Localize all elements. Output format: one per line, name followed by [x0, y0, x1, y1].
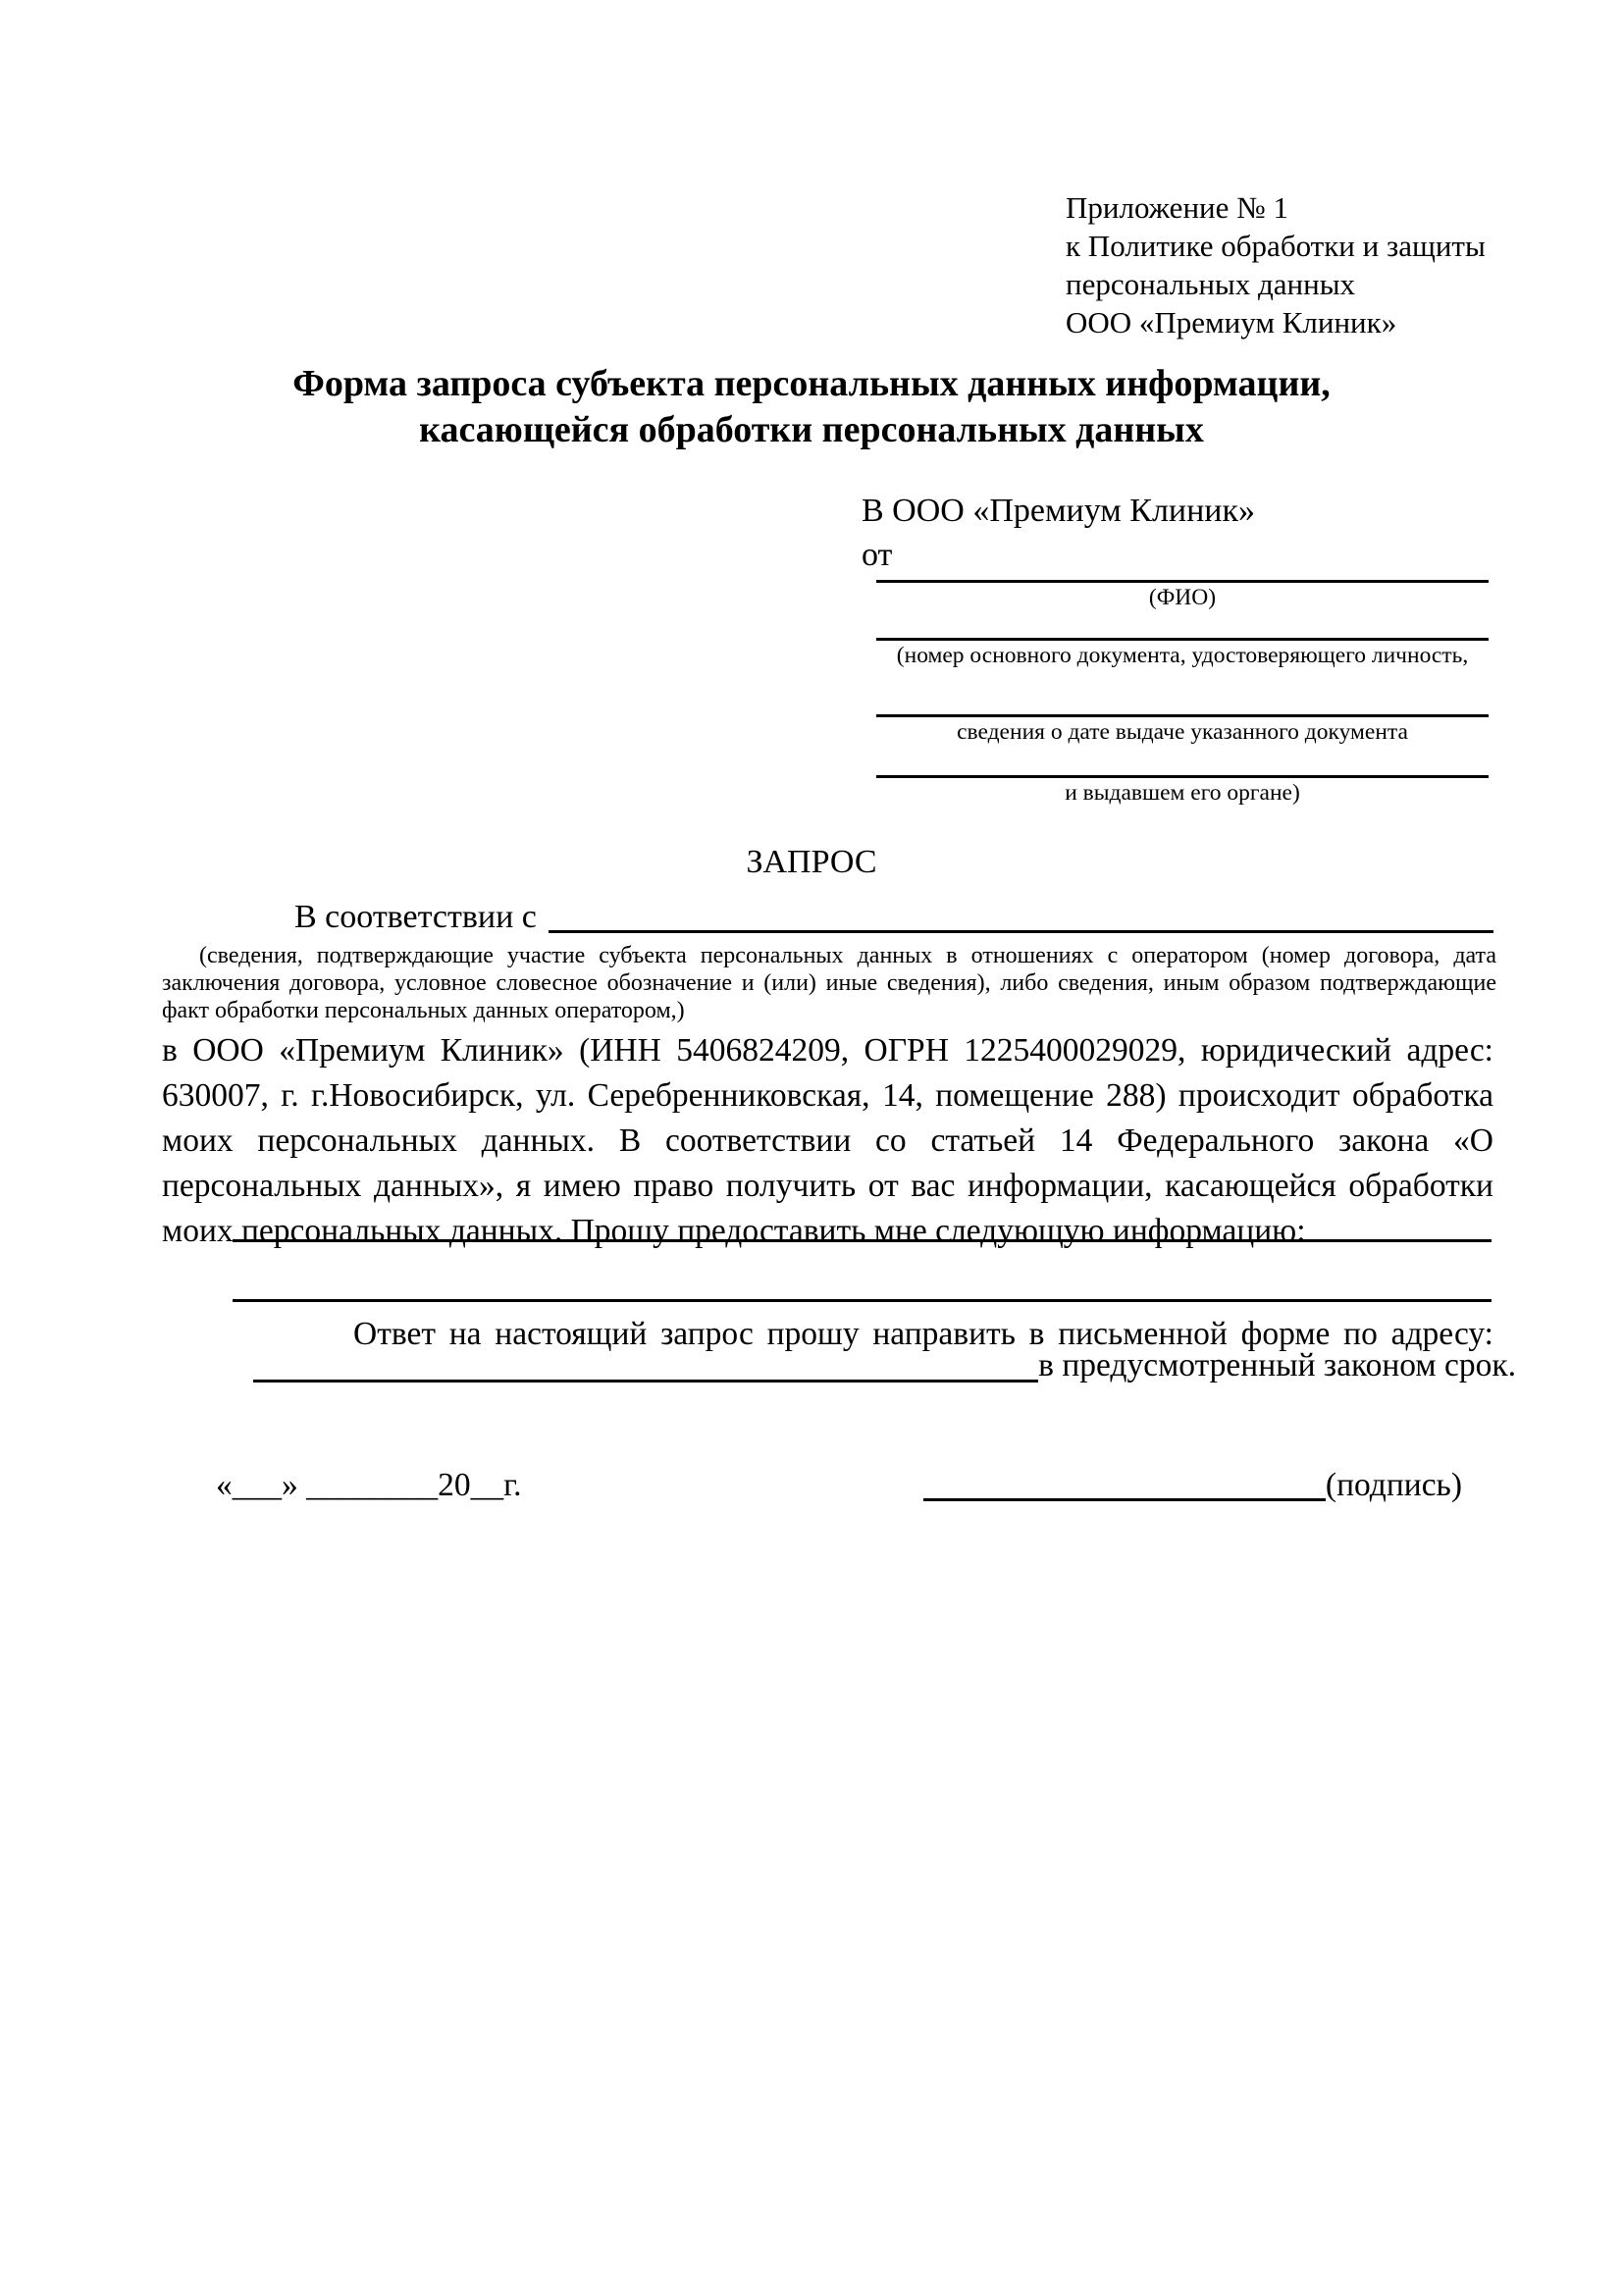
request-intro-note: (сведения, подтверждающие участие субъекта персональных данных в отношениях с оператором (номер договора, дата заключения договора, условное словесное обозначение и (или) иные сведения), либо сведения, иным образом подтверждающие факт обработки персональных данных оператором,) — [162, 943, 1496, 1023]
fio-fill-line — [876, 548, 1489, 583]
appendix-line: персональных данных — [1066, 267, 1356, 301]
signature-fill-line — [923, 1498, 1326, 1501]
field-issuing-authority — [876, 747, 1489, 808]
date-fill-template: «___» ________20__г. — [216, 1467, 522, 1503]
reply-sentence: Ответ на настоящий запрос прошу направить в письменной форме по адресу: — [353, 1316, 1493, 1352]
addressee-from-label: от — [862, 537, 893, 573]
appendix-note — [1066, 188, 1486, 341]
field-document-number — [876, 612, 1489, 670]
reply-address-row — [162, 1344, 1516, 1387]
request-body-paragraph: в ООО «Премиум Клиник» (ИНН 5406824209, ОГРН 1225400029029, юридический адрес: 630007, г. г.Новосибирск, ул. Серебренниковская, 14, помещение 288) происходит обработка моих персональных данных. В соответствии со статьей 14 Федерального закона «О персональных данных», я имею право получить от вас информации, касающейся обработки моих персональных данных. Прошу предоставить мне следующую информацию: — [162, 1032, 1493, 1249]
request-heading: ЗАПРОС — [746, 844, 877, 880]
info-fill-line-1 — [233, 1239, 1492, 1242]
issue-date-fill-line — [876, 670, 1489, 717]
appendix-line: Приложение № 1 — [1066, 190, 1288, 225]
appendix-line: к Политике обработки и защиты — [1066, 229, 1486, 263]
document-number-caption: (номер основного документа, удостоверяющего личность, — [896, 643, 1469, 668]
signature-group — [923, 1464, 1462, 1507]
field-fio — [876, 548, 1489, 612]
page-title — [0, 361, 1623, 453]
request-intro-fill-line — [549, 930, 1493, 933]
info-fill-line-2 — [233, 1299, 1492, 1302]
reply-suffix: в предусмотренный законом срок. — [1038, 1347, 1516, 1383]
issuing-authority-caption: и выдавшем его органе) — [1065, 780, 1300, 806]
date-signature-row — [216, 1464, 1462, 1507]
signature-caption: (подпись) — [1325, 1467, 1462, 1503]
appendix-line: ООО «Премиум Клиник» — [1066, 305, 1397, 339]
fio-caption: (ФИО) — [1148, 585, 1217, 610]
issue-date-caption: сведения о дате выдаче указанного документа — [957, 719, 1408, 745]
addressee-fields — [876, 548, 1489, 808]
field-issue-date — [876, 670, 1489, 747]
page-title-line-2: касающейся обработки персональных данных — [419, 409, 1204, 450]
document-number-fill-line — [876, 612, 1489, 641]
request-intro-label: В соответствии с — [294, 899, 537, 935]
page-title-line-1: Форма запроса субъекта персональных данных информации, — [292, 363, 1331, 404]
request-intro-row — [162, 897, 1493, 938]
reply-address-fill-line — [253, 1380, 1038, 1383]
addressee-to: В ООО «Премиум Клиник» — [862, 493, 1256, 529]
issuing-authority-fill-line — [876, 747, 1489, 778]
